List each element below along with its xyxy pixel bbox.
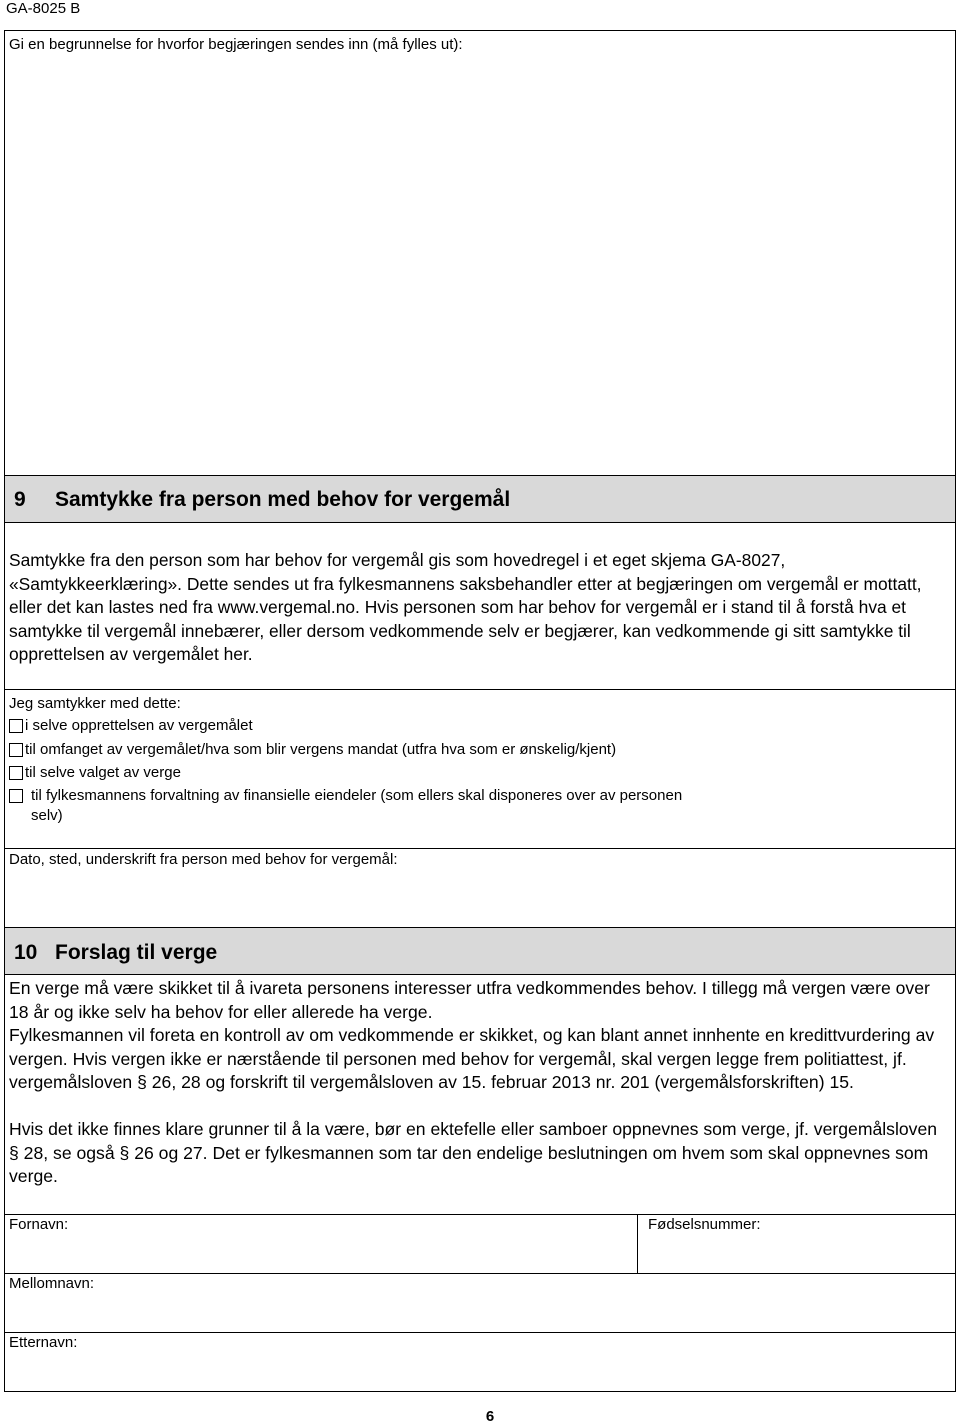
section-10-number: 10	[14, 941, 38, 964]
section-10-text	[9, 977, 949, 1189]
consent-option-scope[interactable]	[9, 740, 616, 760]
section-9-title: Samtykke fra person med behov for vergemål	[55, 488, 511, 511]
checkbox[interactable]	[9, 743, 23, 757]
section-10-paragraph-1: En verge må være skikket til å ivareta personens interesser utfra vedkommendes behov. I tillegg må vergen være over 18 år og ikke selv ha behov for eller allerede ha verge.	[9, 978, 930, 1022]
consent-label: Jeg samtykker med dette:	[9, 695, 181, 712]
checkbox[interactable]	[9, 719, 23, 733]
first-name-row	[4, 1214, 956, 1274]
option-label: til fylkesmannens forvaltning av finansielle eiendeler (som ellers skal disponeres over av personen selv)	[31, 787, 683, 824]
middle-name-row	[4, 1273, 956, 1333]
consent-option-establishment[interactable]	[9, 716, 253, 736]
option-label: til omfanget av vergemålet/hva som blir vergens mandat (utfra hva som er ønskelig/kjent)	[25, 741, 617, 758]
section-9-text: Samtykke fra den person som har behov for vergemål gis som hovedregel i et eget skjema GA-8027, «Samtykkeerklæring». Dette sendes ut fra fylkesmannens saksbehandler etter at begjæringen om vergemål er mottatt, eller det kan lastes ned fra www.vergemal.no. Hvis personen som har behov for vergemål er i stand til å forstå hva et samtykke til vergemål innebærer, eller dersom vedkommende selv er begjærer, kan vedkommende gi sitt samtykke til opprettelsen av vergemålet her.	[9, 550, 922, 665]
option-label: i selve opprettelsen av vergemålet	[25, 717, 253, 734]
national-id-field[interactable]: Fødselsnummer:	[648, 1216, 761, 1233]
consent-option-guardian-choice[interactable]	[9, 763, 181, 783]
field-divider	[637, 1214, 638, 1274]
section-10-title: Forslag til verge	[55, 941, 218, 964]
section-10-header	[4, 927, 956, 975]
page-number: 6	[485, 1408, 495, 1425]
checkbox[interactable]	[9, 789, 23, 803]
reason-field[interactable]	[4, 30, 956, 476]
section-10-paragraph-2: Fylkesmannen vil foreta en kontroll av om vedkommende er skikket, og kan blant annet innhente en kredittvurdering av vergen. Hvis vergen ikke er nærstående til personen med behov for vergemål, skal vergen legge frem politiattest, jf. vergemålsloven § 26, 28 og forskrift til vergemålsloven av 15. februar 2013 nr. 201 (vergemålsforskriften) 15.	[9, 1025, 935, 1093]
first-name-field[interactable]: Fornavn:	[9, 1216, 69, 1233]
last-name-field[interactable]: Etternavn:	[9, 1334, 78, 1351]
signature-label: Dato, sted, underskrift fra person med behov for vergemål:	[9, 851, 398, 868]
section-10-paragraph-3: Hvis det ikke finnes klare grunner til å la være, bør en ektefelle eller samboer oppnevnes som verge, jf. vergemålsloven § 28, se også § 26 og 27. Det er fylkesmannen som tar den endelige beslutningen om hvem som skal oppnevnes som verge.	[9, 1118, 938, 1187]
middle-name-field[interactable]: Mellomnavn:	[9, 1275, 95, 1292]
reason-label: Gi en begrunnelse for hvorfor begjæringen sendes inn (må fylles ut):	[9, 36, 463, 53]
option-label: til selve valget av verge	[25, 764, 181, 781]
checkbox[interactable]	[9, 766, 23, 780]
last-name-row	[4, 1332, 956, 1392]
section-9-header	[4, 475, 956, 523]
form-code: GA-8025 B	[6, 0, 81, 17]
section-9-number: 9	[14, 488, 26, 511]
consent-option-financial-management[interactable]	[9, 786, 709, 826]
